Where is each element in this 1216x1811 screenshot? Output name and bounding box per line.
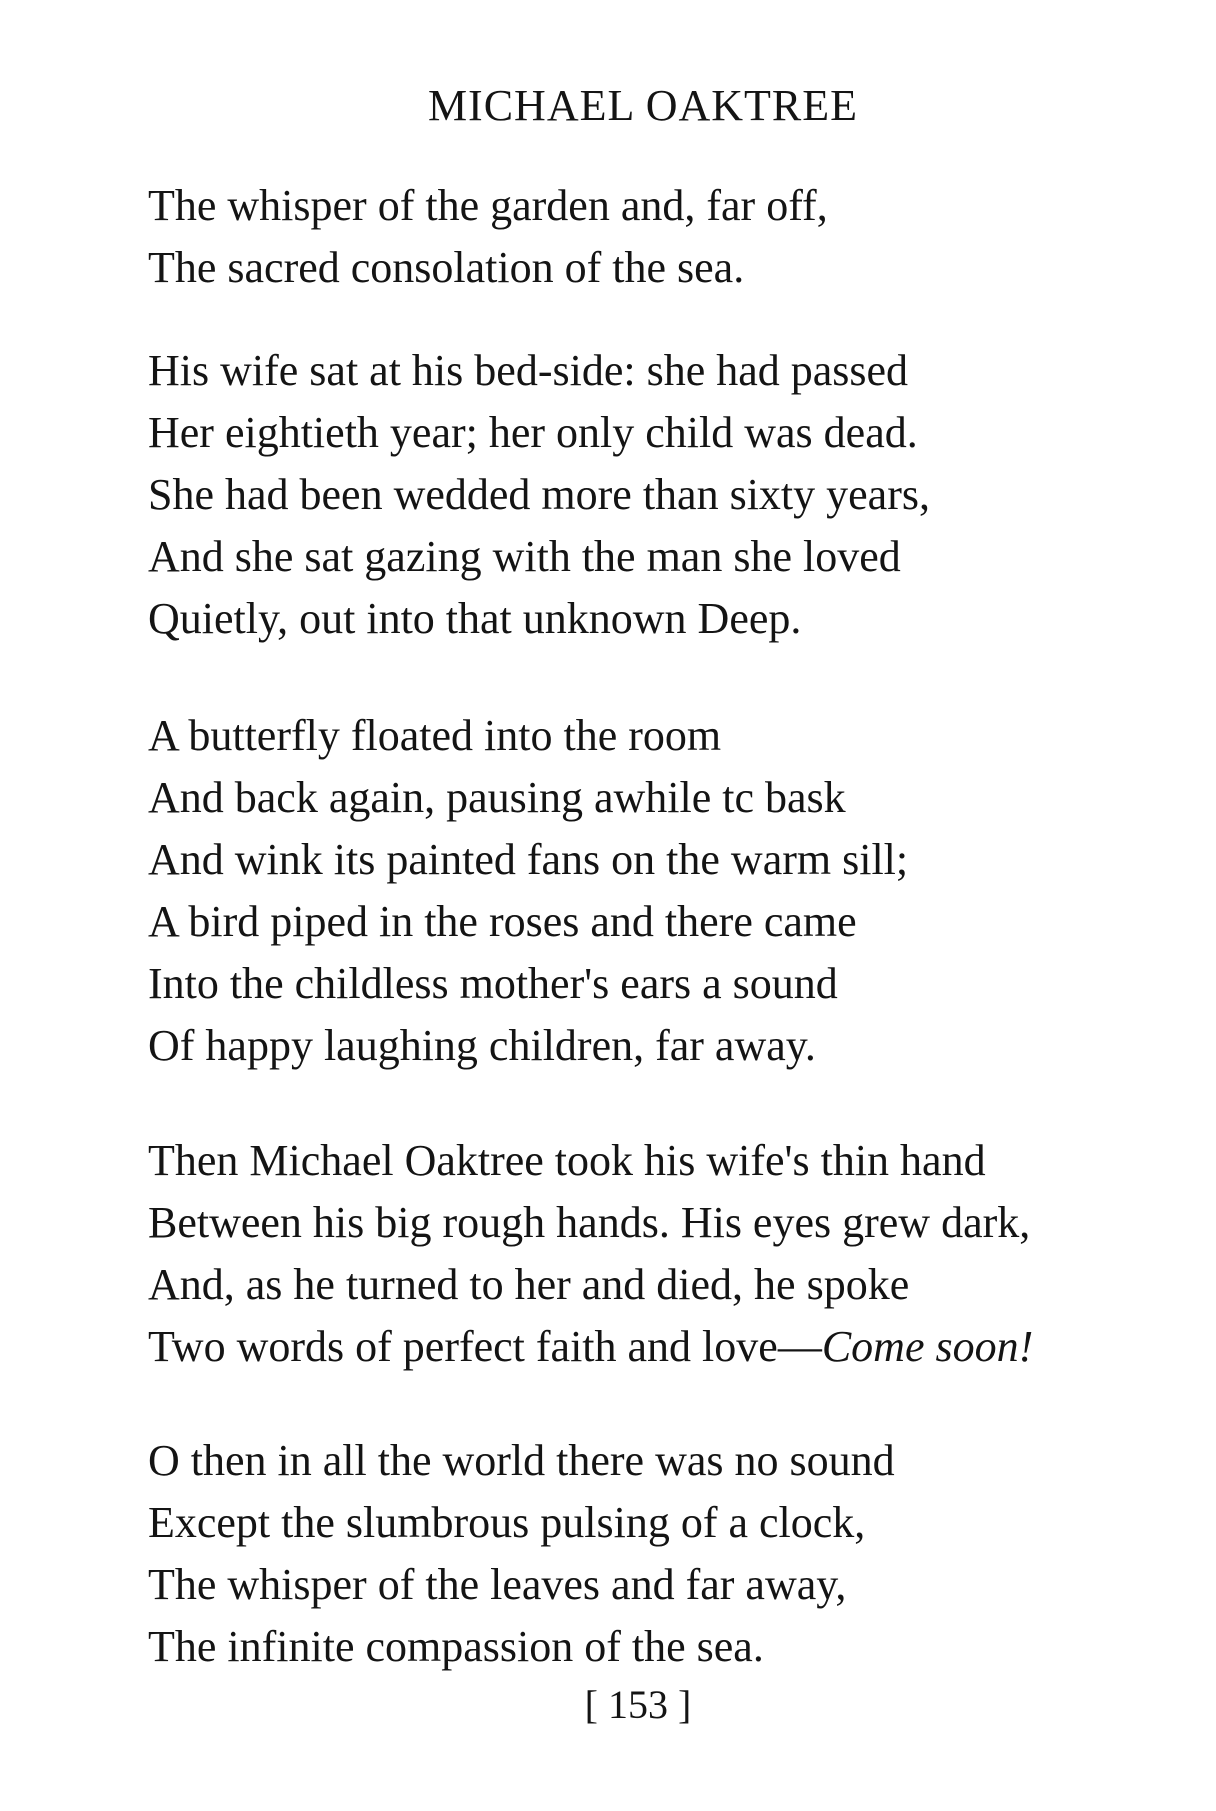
poem-line: She had been wedded more than sixty years, (148, 470, 930, 519)
page-number: [ 153 ] (584, 1682, 692, 1727)
poem-line: The whisper of the garden and, far off, (148, 181, 828, 230)
poem-line-text: Two words of perfect faith and love— (148, 1322, 822, 1371)
stanza (148, 705, 1188, 1077)
stanza (148, 1130, 1188, 1378)
poem-line: And back again, pausing awhile tc bask (148, 773, 846, 822)
stanza (148, 175, 1188, 299)
poem-line: Of happy laughing children, far away. (148, 1021, 816, 1070)
poem-line: Except the slumbrous pulsing of a clock, (148, 1498, 866, 1547)
poem-line: Then Michael Oaktree took his wife's thin hand (148, 1136, 986, 1185)
poem-line: Into the childless mother's ears a sound (148, 959, 838, 1008)
poem-line: The sacred consolation of the sea. (148, 243, 745, 292)
poem-line: And wink its painted fans on the warm sill; (148, 835, 909, 884)
poem-line: A butterfly floated into the room (148, 711, 722, 760)
poem-line: The whisper of the leaves and far away, (148, 1560, 847, 1609)
poem-line-with-italic (148, 1316, 1188, 1378)
poem-line: The infinite compassion of the sea. (148, 1622, 764, 1671)
poem-line: O then in all the world there was no sound (148, 1436, 895, 1485)
italic-phrase: Come soon! (821, 1322, 1034, 1371)
stanza (148, 340, 1188, 650)
poem-title: MICHAEL OAKTREE (427, 81, 859, 130)
poem-line: And, as he turned to her and died, he spoke (148, 1260, 910, 1309)
poem-line: A bird piped in the roses and there came (148, 897, 857, 946)
poem-line: Her eightieth year; her only child was dead. (148, 408, 918, 457)
poem-line: Quietly, out into that unknown Deep. (148, 594, 802, 643)
poem-line: His wife sat at his bed-side: she had passed (148, 346, 909, 395)
poem-line: And she sat gazing with the man she loved (148, 532, 901, 581)
stanza (148, 1430, 1188, 1678)
poem-line: Between his big rough hands. His eyes grew dark, (148, 1198, 1031, 1247)
